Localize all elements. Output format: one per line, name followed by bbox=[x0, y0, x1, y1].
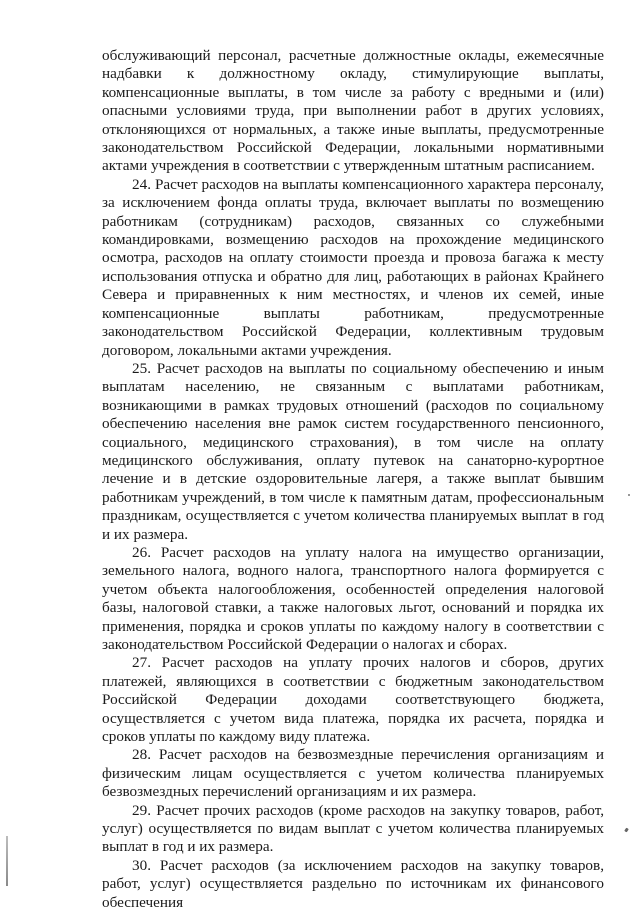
paragraph-29: 29. Расчет прочих расходов (кроме расходов на закупку товаров, работ, услуг) осуществляется по видам выплат с учетом количества планируемых выплат в год и их размера. bbox=[102, 801, 604, 856]
scan-edge-mark bbox=[6, 836, 8, 886]
paragraph-30: 30. Расчет расходов (за исключением расходов на закупку товаров, работ, услуг) осуществляется раздельно по источникам их финансового обеспечения bbox=[102, 856, 604, 911]
scan-speck bbox=[624, 828, 629, 833]
document-page bbox=[102, 47, 604, 912]
scan-speck bbox=[628, 494, 630, 496]
paragraph-28: 28. Расчет расходов на безвозмездные перечисления организациям и физическим лицам осуществляется с учетом количества планируемых безвозмездных перечислений организациям и их размера. bbox=[102, 746, 604, 801]
paragraph-25: 25. Расчет расходов на выплаты по социальному обеспечению и иным выплатам населению, не связанным с выплатами работникам, возникающими в рамках трудовых отношений (расходов по социальному обеспечению населения вне рамок систем государственного пенсионного, социального, медицинского страхования), в том числе на оплату медицинского обслуживания, оплату путевок на санаторно-курортное лечение и в детские оздоровительные лагеря, а также выплат бывшим работникам учреждений, в том числе к памятным датам, профессиональным праздникам, осуществляется с учетом количества планируемых выплат в год и их размера. bbox=[102, 359, 604, 543]
paragraph-26: 26. Расчет расходов на уплату налога на имущество организации, земельного налога, водного налога, транспортного налога формируется с учетом объекта налогообложения, особенностей определения налоговой базы, налоговой ставки, а также налоговых льгот, оснований и порядка их применения, порядка и сроков уплаты по каждому налогу в соответствии с законодательством Российской Федерации о налогах и сборах. bbox=[102, 543, 604, 653]
paragraph-27: 27. Расчет расходов на уплату прочих налогов и сборов, других платежей, являющихся в соответствии с бюджетным законодательством Российской Федерации доходами соответствующего бюджета, осуществляется с учетом вида платежа, порядка их расчета, порядка и сроков уплаты по каждому виду платежа. bbox=[102, 654, 604, 746]
paragraph-intro-continuation: обслуживающий персонал, расчетные должностные оклады, ежемесячные надбавки к должностному окладу, стимулирующие выплаты, компенсационные выплаты, в том числе за работу с вредными и (или) опасными условиями труда, при выполнении работ в других условиях, отклоняющихся от нормальных, а также иные выплаты, предусмотренные законодательством Российской Федерации, локальными нормативными актами учреждения в соответствии с утвержденным штатным расписанием. bbox=[102, 47, 604, 175]
paragraph-24: 24. Расчет расходов на выплаты компенсационного характера персоналу, за исключением фонда оплаты труда, включает выплаты по возмещению работникам (сотрудникам) расходов, связанных со служебными командировками, возмещению расходов на прохождение медицинского осмотра, расходов на оплату стоимости проезда и провоза багажа к месту использования отпуска и обратно для лиц, работающих в районах Крайнего Севера и приравненных к ним местностях, и членов их семей, иные компенсационные выплаты работникам, предусмотренные законодательством Российской Федерации, коллективным трудовым договором, локальными актами учреждения. bbox=[102, 175, 604, 359]
